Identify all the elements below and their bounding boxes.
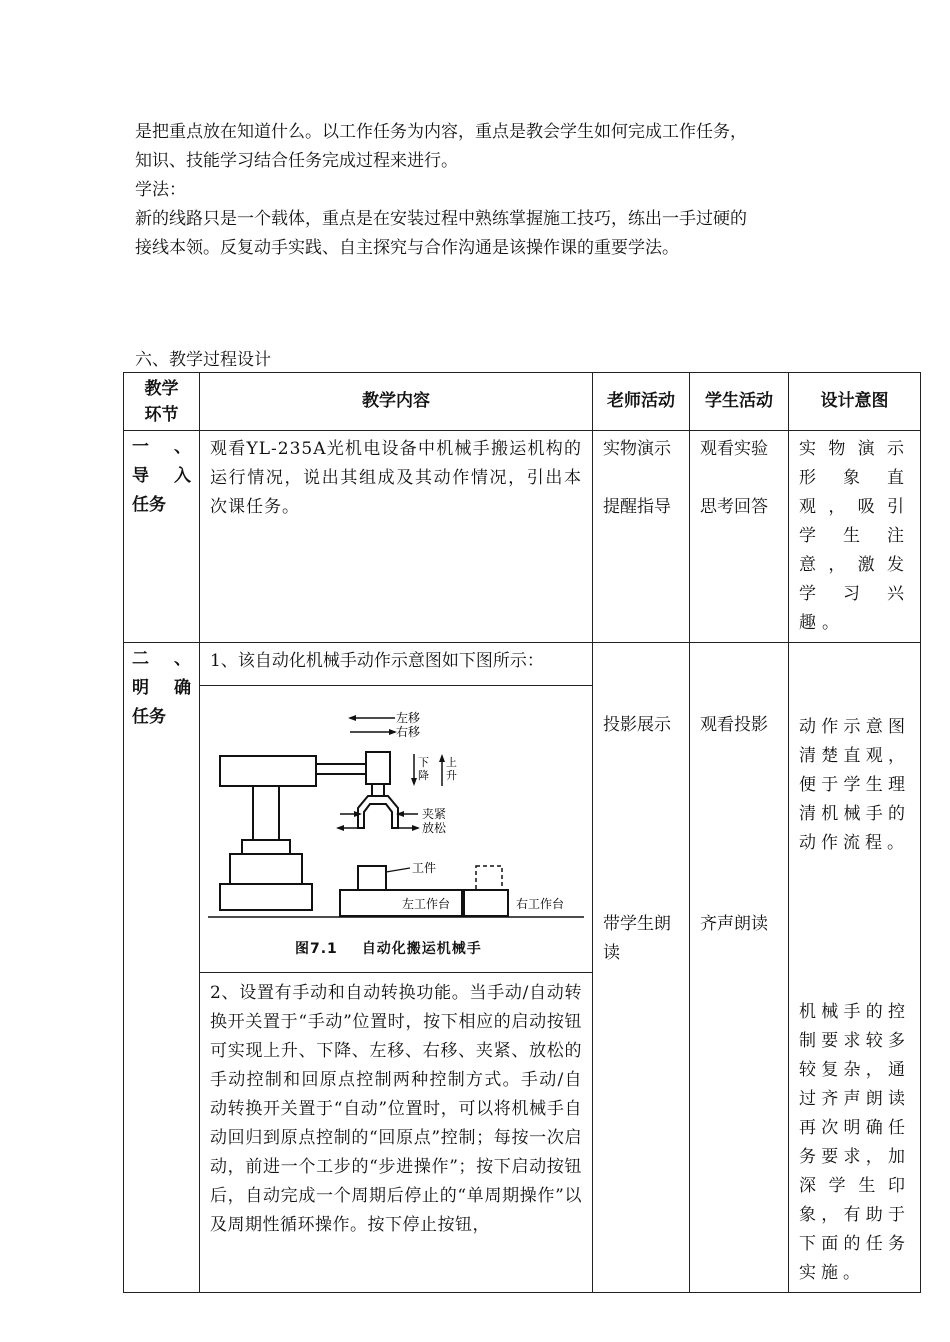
student-1-activity-1: 观看实验: [700, 439, 768, 459]
column: [253, 786, 279, 840]
left-move-arrow-icon: [348, 715, 356, 721]
stage-cell-2: [124, 643, 200, 1293]
base-block-bottom: [220, 884, 312, 910]
intro-line-1: 是把重点放在知道什么。以工作任务为内容，重点是教会学生如何完成工作任务，: [135, 122, 747, 142]
stage-1-line-1: 一 、: [132, 437, 191, 457]
manipulator-diagram: [200, 686, 592, 972]
stage-2-line-1: 二 、: [132, 649, 191, 669]
header-stage: [124, 373, 200, 431]
arm: [316, 764, 366, 774]
label-up: 上升: [446, 756, 457, 782]
stage-2-line-2: 明 确: [132, 678, 191, 698]
intro-line-3: 学法：: [135, 180, 186, 200]
header-design: 设计意图: [789, 373, 921, 431]
intro-line-5: 接线本领。反复动手实践、自主探究与合作沟通是该操作课的重要学法。: [135, 238, 679, 258]
release-arrow-left-icon: [336, 825, 344, 831]
content-2-intro: 1、该自动化机械手动作示意图如下图所示：: [210, 651, 544, 671]
down-arrow-icon: [411, 778, 417, 786]
figure-caption: [295, 935, 506, 964]
teacher-cell-1: [593, 431, 690, 643]
header-stage-line-1: 教学: [144, 378, 179, 399]
intro-line-2: 知识、技能学习结合任务完成过程来进行。: [135, 151, 458, 171]
student-2-activity-2: 齐声朗读: [700, 914, 768, 934]
label-down: 下降: [418, 756, 429, 782]
design-2-note-2: 机械手的控制要求较多较复杂，通过齐声朗读再次明确任务要求，加深学生印象，有助于下面的任务实施。: [799, 1002, 910, 1283]
teacher-1-activity-1: 实物演示: [603, 439, 671, 459]
workpiece: [358, 866, 386, 890]
student-cell-1: [690, 431, 789, 643]
stage-cell-1: [124, 431, 200, 643]
label-left-table: 左工作台: [402, 897, 451, 911]
table-header-row: [124, 373, 921, 431]
base-block-middle: [230, 854, 302, 884]
teaching-process-table: [123, 372, 921, 1293]
label-release: 放松: [422, 821, 447, 835]
table-row-define-task: [124, 643, 921, 1293]
header-student: 学生活动: [690, 373, 789, 431]
header-stage-line-2: 环节: [144, 404, 179, 425]
label-right-table: 右工作台: [516, 897, 565, 911]
label-left-move: 左移: [396, 711, 421, 725]
teacher-2-activity-1: 投影展示: [603, 715, 671, 735]
design-cell-2: [789, 643, 921, 1293]
student-cell-2: [690, 643, 789, 1293]
content-2-detail: 2、设置有手动和自动转换功能。当手动/自动转换开关置于“手动”位置时，按下相应的启动按钮可实现上升、下降、左移、右移、夹紧、放松的手动控制和回原点控制两种控制方式。手动/自动转换开关置于“自动”位置时，可以将机械手自动回归到原点控制的“回原点”控制；每按一次启动，前进一个工步的“步进操作”；按下启动按钮后，自动完成一个周期后停止的“单周期操作”以及周期性循环操作。按下停止按钮，: [210, 983, 582, 1235]
stage-1-line-3: 任务: [132, 495, 166, 515]
gripper: [358, 796, 398, 828]
stage-1-line-2: 导 入: [132, 466, 191, 486]
figure-caption-number: 图7.1: [295, 941, 338, 957]
label-workpiece: 工件: [412, 861, 437, 875]
content-cell-2: [200, 643, 593, 1293]
content-cell-1: 观看YL-235A光机电设备中机械手搬运机构的运行情况，说出其组成及其动作情况，引出本次课任务。: [200, 431, 593, 643]
header-teacher: 老师活动: [593, 373, 690, 431]
release-arrow-right-icon: [412, 825, 420, 831]
teacher-2-activity-2: 带学生朗读: [603, 914, 671, 963]
teacher-cell-2: [593, 643, 690, 1293]
right-worktable: [464, 890, 508, 916]
wrist: [372, 784, 384, 796]
base-block-top: [242, 840, 290, 854]
up-arrow-icon: [439, 754, 445, 762]
workpiece-target: [476, 866, 502, 890]
intro-line-4: 新的线路只是一个载体，重点是在安装过程中熟练掌握施工技巧，练出一手过硬的: [135, 209, 747, 229]
head: [366, 752, 390, 784]
header-content: 教学内容: [200, 373, 593, 431]
table-row-intro-task: [124, 431, 921, 643]
student-2-activity-1: 观看投影: [700, 715, 768, 735]
manipulator-figure: [199, 685, 593, 973]
figure-caption-text: 自动化搬运机械手: [361, 941, 482, 957]
label-right-move: 右移: [396, 725, 421, 739]
teacher-1-activity-2: 提醒指导: [603, 497, 671, 517]
label-clamp: 夹紧: [422, 807, 447, 821]
stage-2-line-3: 任务: [132, 707, 166, 727]
design-cell-1: 实物演示形象直观，吸引学生注意，激发学习兴趣。: [789, 431, 921, 643]
student-1-activity-2: 思考回答: [700, 497, 768, 517]
design-2-note-1: 动作示意图清楚直观，便于学生理清机械手的动作流程。: [799, 717, 910, 853]
section-title: 六、教学过程设计: [135, 350, 271, 370]
arm-housing: [220, 756, 316, 786]
